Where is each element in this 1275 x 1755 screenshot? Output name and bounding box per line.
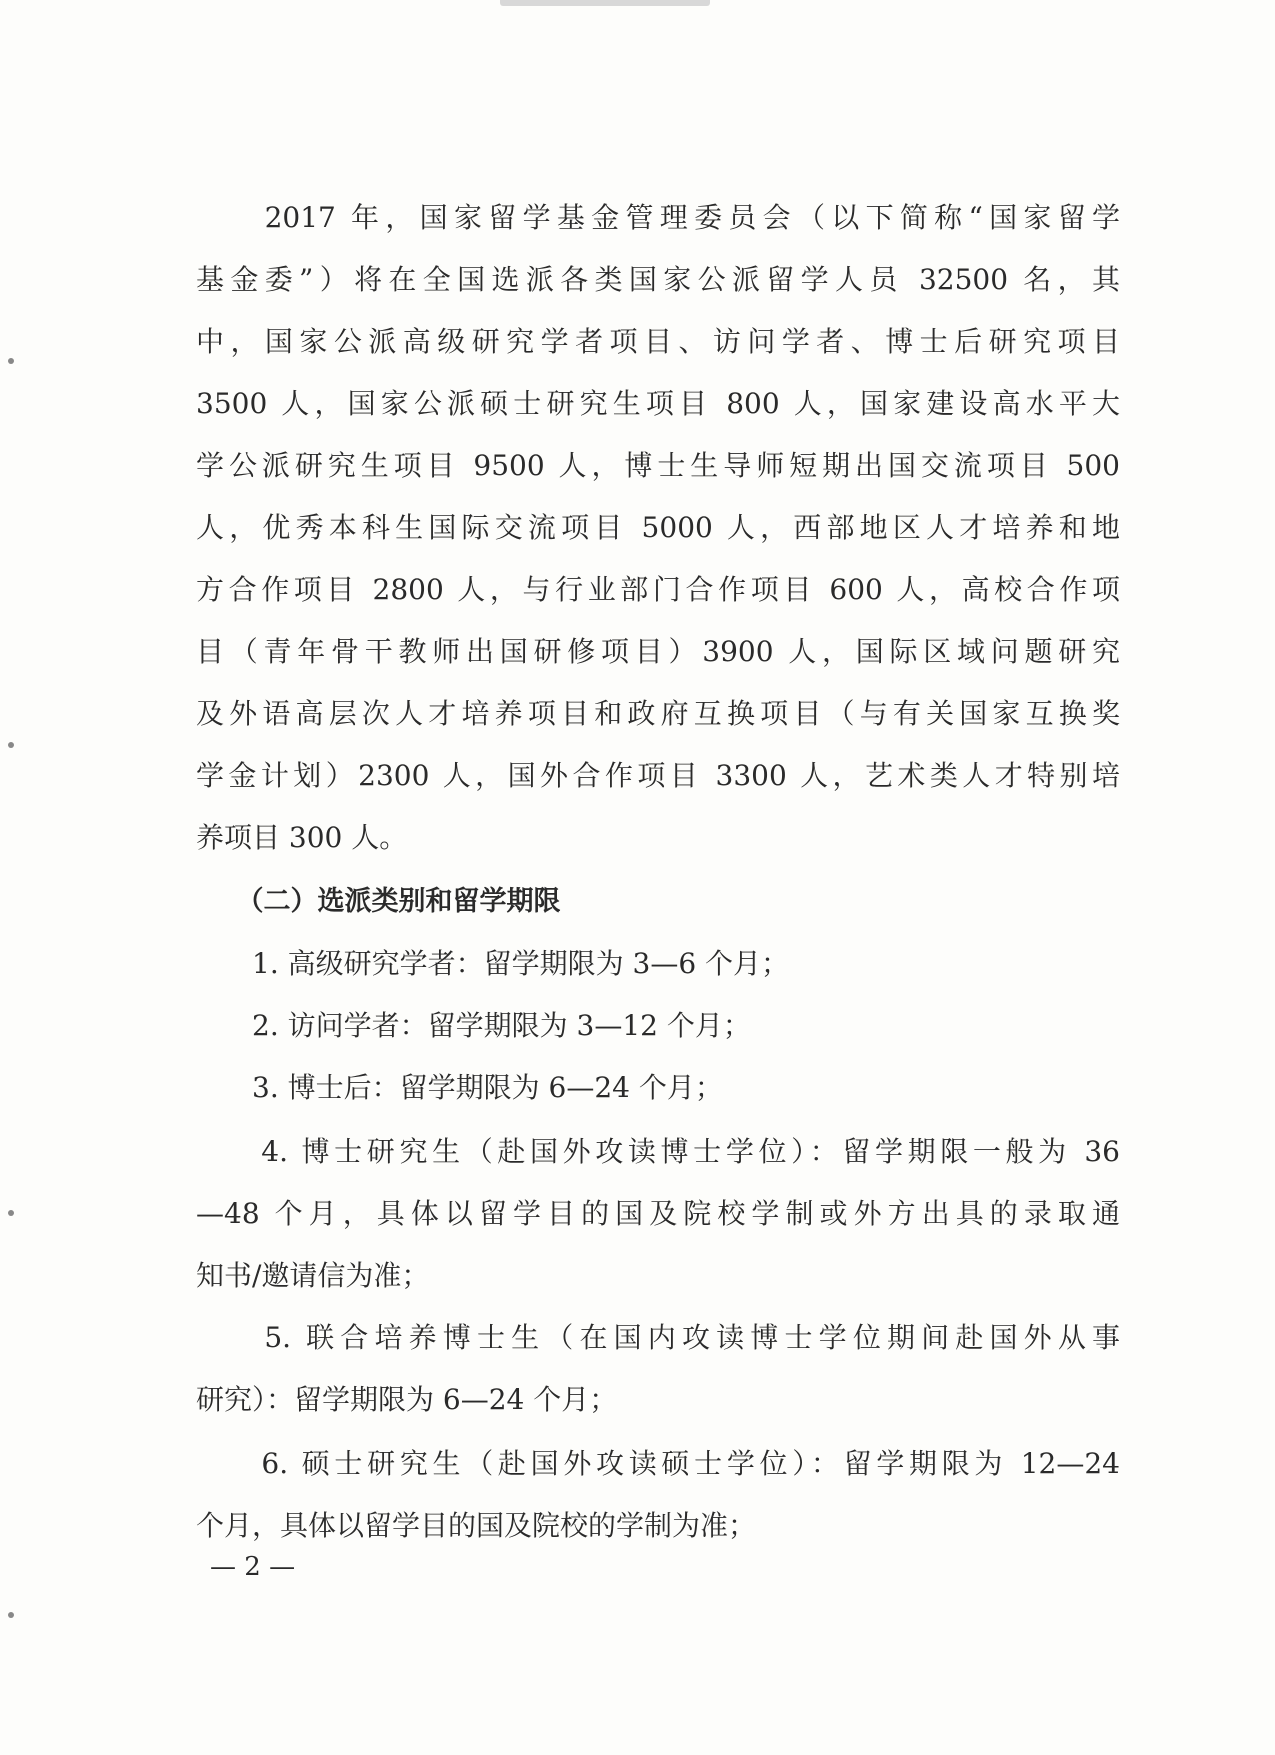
section-heading: （二）选派类别和留学期限 — [196, 886, 561, 917]
list-item: 5. 联合培养博士生（在国内攻读博士学位期间赴国外从事 — [196, 1321, 1120, 1354]
list-item-continuation: 个月，具体以留学目的国及院校的学制为准； — [196, 1509, 757, 1542]
list-item: 1. 高级研究学者：留学期限为 3—6 个月； — [196, 947, 790, 980]
page-number: — 2 — — [210, 1552, 296, 1582]
body-line: 及外语高层次人才培养项目和政府互换项目（与有关国家互换奖 — [196, 697, 1120, 730]
scan-top-mark — [500, 0, 710, 6]
scan-edge-dot — [8, 742, 14, 748]
body-line: 学公派研究生项目 9500 人，博士生导师短期出国交流项目 500 — [196, 449, 1120, 482]
body-line: 养项目 300 人。 — [196, 821, 408, 854]
body-line: 基金委”）将在全国选派各类国家公派留学人员 32500 名，其 — [196, 263, 1120, 296]
body-line: 人，优秀本科生国际交流项目 5000 人，西部地区人才培养和地 — [196, 511, 1120, 544]
body-line: 中，国家公派高级研究学者项目、访问学者、博士后研究项目 — [196, 325, 1120, 358]
list-item: 6. 硕士研究生（赴国外攻读硕士学位）：留学期限为 12—24 — [196, 1447, 1120, 1480]
list-item: 4. 博士研究生（赴国外攻读博士学位）：留学期限一般为 36 — [196, 1135, 1120, 1168]
scan-edge-dot — [8, 358, 14, 364]
body-line: 3500 人，国家公派硕士研究生项目 800 人，国家建设高水平大 — [196, 387, 1120, 420]
list-item: 2. 访问学者：留学期限为 3—12 个月； — [196, 1009, 751, 1042]
scan-edge-dot — [8, 1210, 14, 1216]
list-item-continuation: 研究）：留学期限为 6—24 个月； — [196, 1383, 618, 1416]
body-line: 目（青年骨干教师出国研修项目）3900 人，国际区域问题研究 — [196, 635, 1120, 668]
body-line: 方合作项目 2800 人，与行业部门合作项目 600 人，高校合作项 — [196, 573, 1120, 606]
list-item: 3. 博士后：留学期限为 6—24 个月； — [196, 1071, 723, 1104]
list-item-continuation: —48 个月，具体以留学目的国及院校学制或外方出具的录取通 — [196, 1197, 1120, 1230]
scan-edge-dot — [8, 1612, 14, 1618]
body-line: 学金计划）2300 人，国外合作项目 3300 人，艺术类人才特别培 — [196, 759, 1120, 792]
list-item-continuation: 知书/邀请信为准； — [196, 1259, 430, 1292]
body-line: 2017 年，国家留学基金管理委员会（以下简称“国家留学 — [196, 201, 1120, 234]
